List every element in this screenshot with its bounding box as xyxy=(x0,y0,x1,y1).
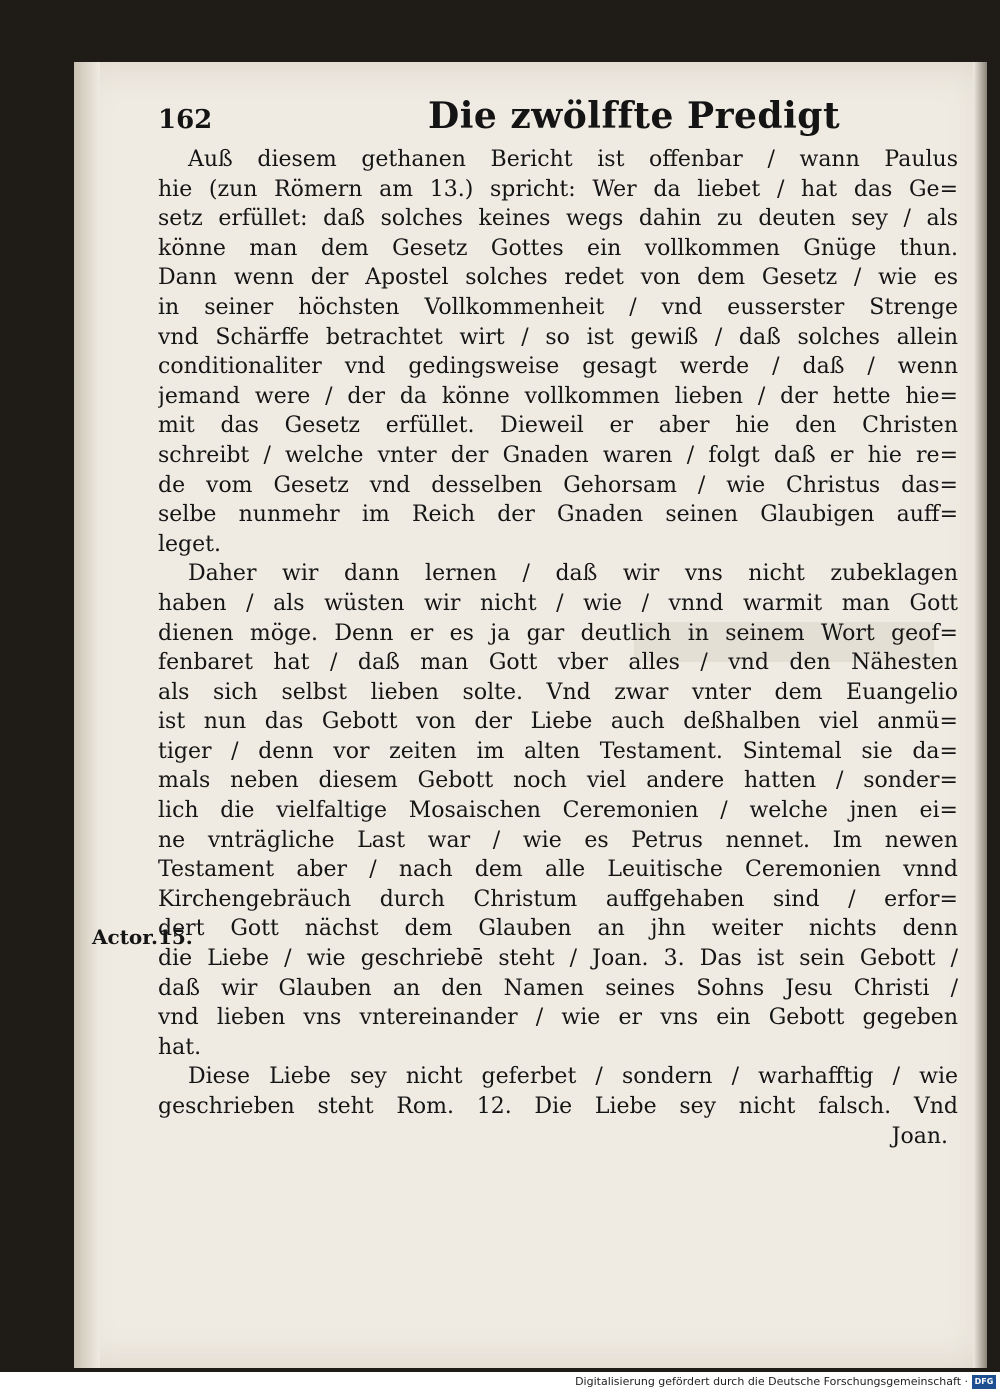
text-line: Auß diesem gethanen Bericht ist offenbar / wann Paulus xyxy=(188,147,958,172)
text-line: Daher wir dann lernen / daß wir vns nicht zubeklagen xyxy=(188,561,958,587)
text-line: daß wir Glauben an den Namen seines Sohns Jesu Christi / xyxy=(158,975,958,1001)
text-line: mals neben diesem Gebott noch viel andere hatten / sonder= xyxy=(158,768,958,794)
body-text xyxy=(158,145,958,1151)
text-line: ne vnträgliche Last war / wie es Petrus nennet. Im newen xyxy=(158,827,958,853)
dfg-logo-icon: DFG xyxy=(972,1375,996,1389)
text-line: hie (zun Römern am 13.) spricht: Wer da liebet / hat das Ge= xyxy=(158,176,958,202)
text-line: Diese Liebe sey nicht geferbet / sondern / warhafftig / wie xyxy=(188,1064,958,1090)
text-line: de vom Gesetz vnd desselben Gehorsam / wie Christus das= xyxy=(158,472,958,498)
text-line: ist nun das Gebott von der Liebe auch deßhalben viel anmü= xyxy=(158,709,958,735)
text-line: lich die vielfaltige Mosaischen Ceremonien / welche jnen ei= xyxy=(158,798,958,824)
text-line: Kirchengebräuch durch Christum auffgehaben sind / erfor= xyxy=(158,886,958,912)
page-edge-shadow xyxy=(973,62,987,1368)
footer xyxy=(0,1372,1000,1394)
text-line: mit das Gesetz erfüllet. Dieweil er aber hie den Christen xyxy=(158,413,958,439)
text-line: selbe nunmehr im Reich der Gnaden seinen Glaubigen auff= xyxy=(158,502,958,528)
running-title: Die zwölffte Predigt xyxy=(428,95,841,137)
text-line: setz erfüllet: daß solches keines wegs dahin zu deuten sey / als xyxy=(158,206,958,232)
text-line: vnd Schärffe betrachtet wirt / so ist gewiß / daß solches allein xyxy=(158,324,958,350)
text-line: haben / als wüsten wir nicht / wie / vnnd warmit man Gott xyxy=(158,590,958,616)
text-line: könne man dem Gesetz Gottes ein vollkommen Gnüge thun. xyxy=(158,235,958,261)
text-line: als sich selbst lieben solte. Vnd zwar vnter dem Euangelio xyxy=(158,679,958,705)
text-line: dienen möge. Denn er es ja gar deutlich in seinem Wort geof= xyxy=(158,620,958,646)
page-header xyxy=(158,95,918,141)
text-line: jemand were / der da könne vollkommen lieben / der hette hie= xyxy=(158,383,958,409)
text-line: vnd lieben vns vntereinander / wie er vns ein Gebott gegeben xyxy=(158,1005,958,1031)
text-line: Testament aber / nach dem alle Leuitische Ceremonien vnnd xyxy=(158,857,958,883)
text-line: tiger / denn vor zeiten im alten Testament. Sintemal sie da= xyxy=(158,738,958,764)
footer-credit: Digitalisierung gefördert durch die Deutsche Forschungsgemeinschaft · xyxy=(575,1375,968,1388)
text-line: schreibt / welche vnter der Gnaden waren / folgt daß er hie re= xyxy=(158,442,958,468)
page-gutter-shadow xyxy=(74,62,100,1368)
page-number: 162 xyxy=(158,105,213,135)
text-line: dert Gott nächst dem Glauben an jhn weiter nichts denn xyxy=(158,916,958,942)
catchword: Joan. xyxy=(891,1123,948,1149)
text-line: in seiner höchsten Vollkommenheit / vnd eusserster Strenge xyxy=(158,294,958,320)
text-line: fenbaret hat / daß man Gott vber alles / vnd den Nähesten xyxy=(158,650,958,676)
text-line: hat. xyxy=(158,1034,202,1060)
text-line: leget. xyxy=(158,531,221,557)
text-line: Dann wenn der Apostel solches redet von dem Gesetz / wie es xyxy=(158,265,958,291)
text-line: conditionaliter vnd gedingsweise gesagt werde / daß / wenn xyxy=(158,354,958,380)
text-line: geschrieben steht Rom. 12. Die Liebe sey nicht falsch. Vnd xyxy=(158,1094,958,1119)
margin-note: Actor.15. xyxy=(92,925,193,949)
text-line: die Liebe / wie geschriebē steht / Joan. 3. Das ist sein Gebott / xyxy=(158,946,958,972)
